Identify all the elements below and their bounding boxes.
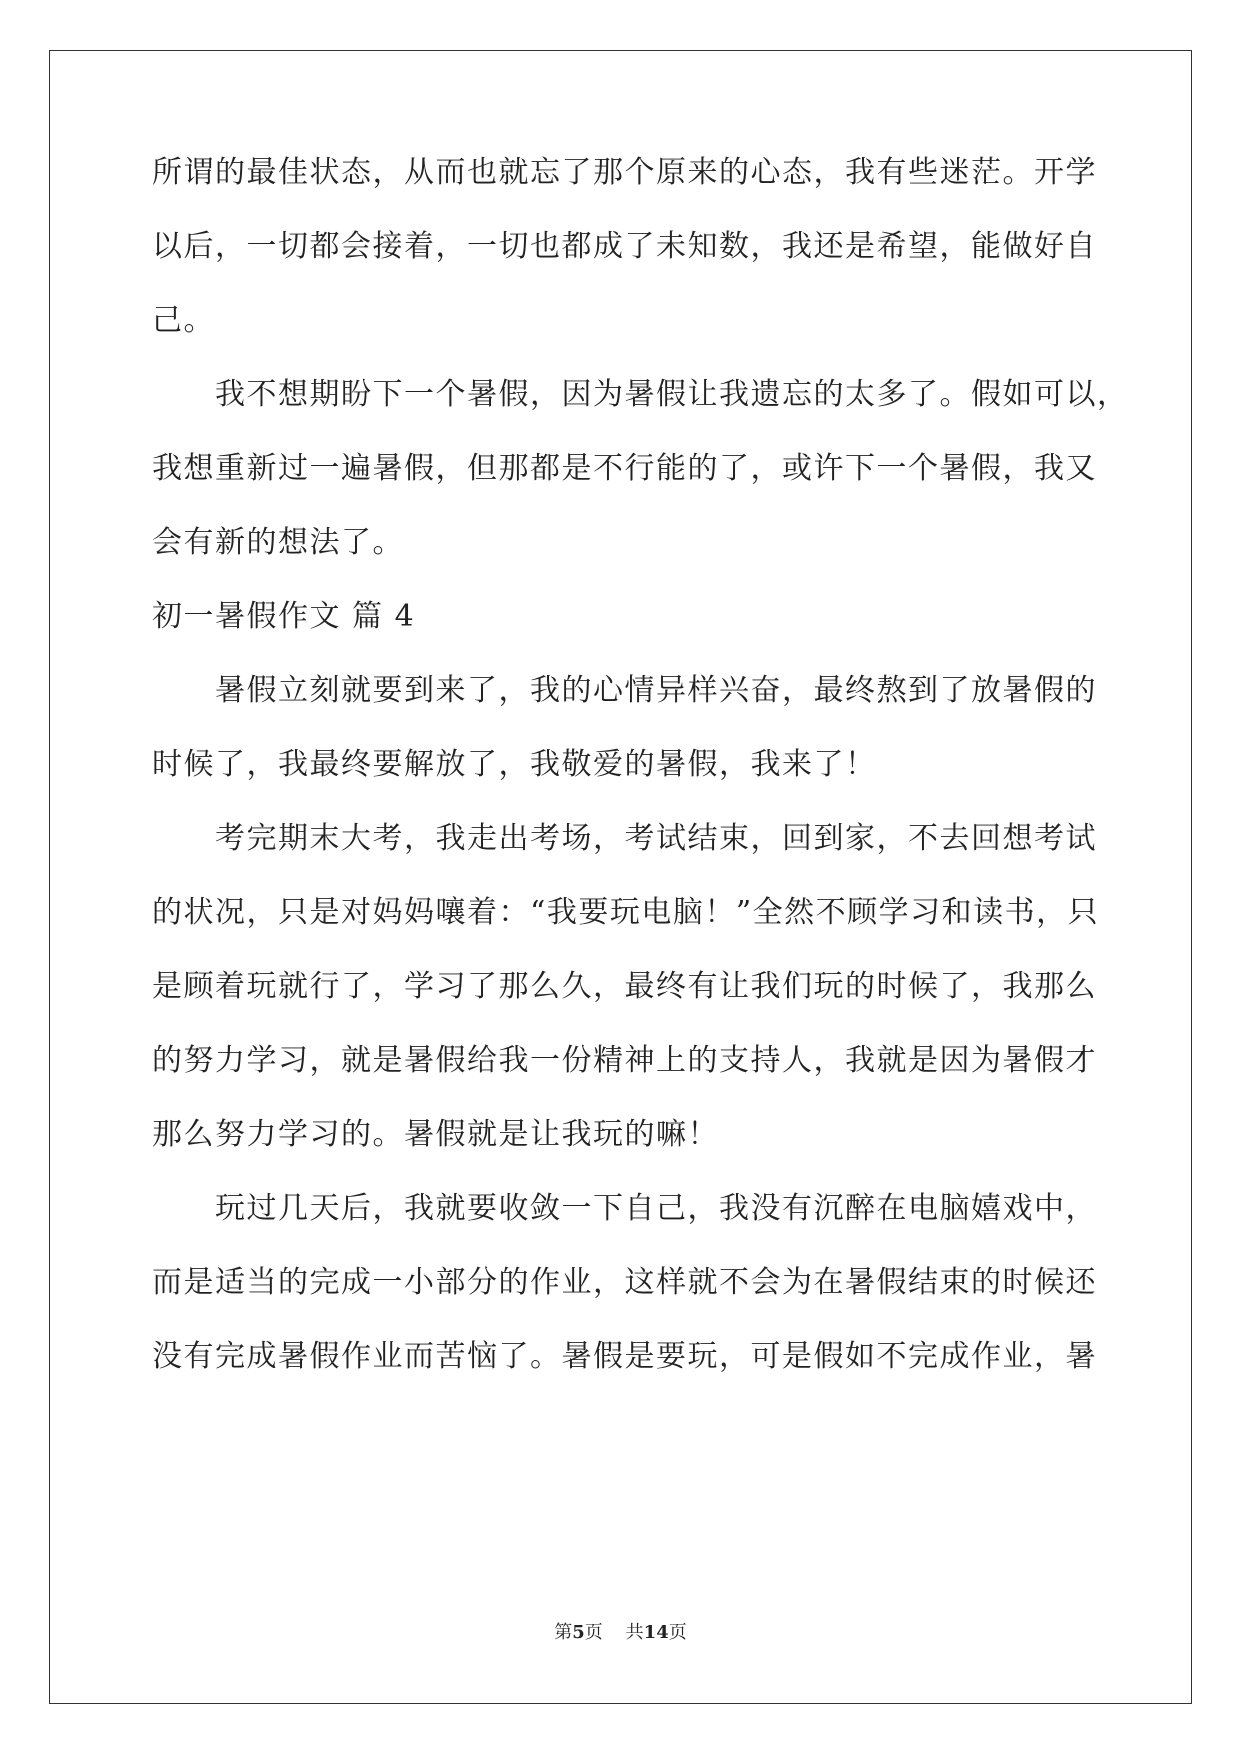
text-line: 玩过几天后，我就要收敛一下自己，我没有沉醉在电脑嬉戏中， xyxy=(152,1191,1097,1226)
text-line: 我想重新过一遍暑假，但那都是不行能的了，或许下一个暑假，我又 xyxy=(152,451,1097,486)
text-line: 那么努力学习的。暑假就是让我玩的嘛！ xyxy=(152,1117,719,1152)
text-line: 没有完成暑假作业而苦恼了。暑假是要玩，可是假如不完成作业，暑 xyxy=(152,1339,1097,1374)
text-line: 考完期末大考，我走出考场，考试结束，回到家，不去回想考试 xyxy=(152,821,1097,856)
text-line: 时候了，我最终要解放了，我敬爱的暑假，我来了！ xyxy=(152,747,877,782)
page-suffix: 页 xyxy=(584,1622,603,1643)
page-border xyxy=(49,50,1192,1704)
text-line: 而是适当的完成一小部分的作业，这样就不会为在暑假结束的时候还 xyxy=(152,1265,1097,1300)
total-suffix: 页 xyxy=(668,1622,687,1643)
page-footer xyxy=(0,1622,1241,1644)
text-line: 的状况，只是对妈妈嚷着：“我要玩电脑！”全然不顾学习和读书，只 xyxy=(152,895,1100,930)
text-line: 暑假立刻就要到来了，我的心情异样兴奋，最终熬到了放暑假的 xyxy=(152,673,1097,708)
text-line: 我不想期盼下一个暑假，因为暑假让我遗忘的太多了。假如可以， xyxy=(152,377,1129,412)
total-pages: 14 xyxy=(643,1622,669,1643)
text-line: 所谓的最佳状态，从而也就忘了那个原来的心态，我有些迷茫。开学 xyxy=(152,155,1097,190)
page-number: 5 xyxy=(572,1622,585,1643)
page-prefix: 第 xyxy=(554,1622,573,1643)
section-heading: 初一暑假作文 篇 4 xyxy=(152,599,416,634)
text-line: 的努力学习，就是暑假给我一份精神上的支持人，我就是因为暑假才 xyxy=(152,1043,1097,1078)
text-line: 是顾着玩就行了，学习了那么久，最终有让我们玩的时候了，我那么 xyxy=(152,969,1097,1004)
text-line: 会有新的想法了。 xyxy=(152,525,404,560)
text-line: 以后，一切都会接着，一切也都成了未知数，我还是希望，能做好自 xyxy=(152,229,1097,264)
total-prefix: 共 xyxy=(625,1622,644,1643)
text-line: 己。 xyxy=(152,303,215,338)
